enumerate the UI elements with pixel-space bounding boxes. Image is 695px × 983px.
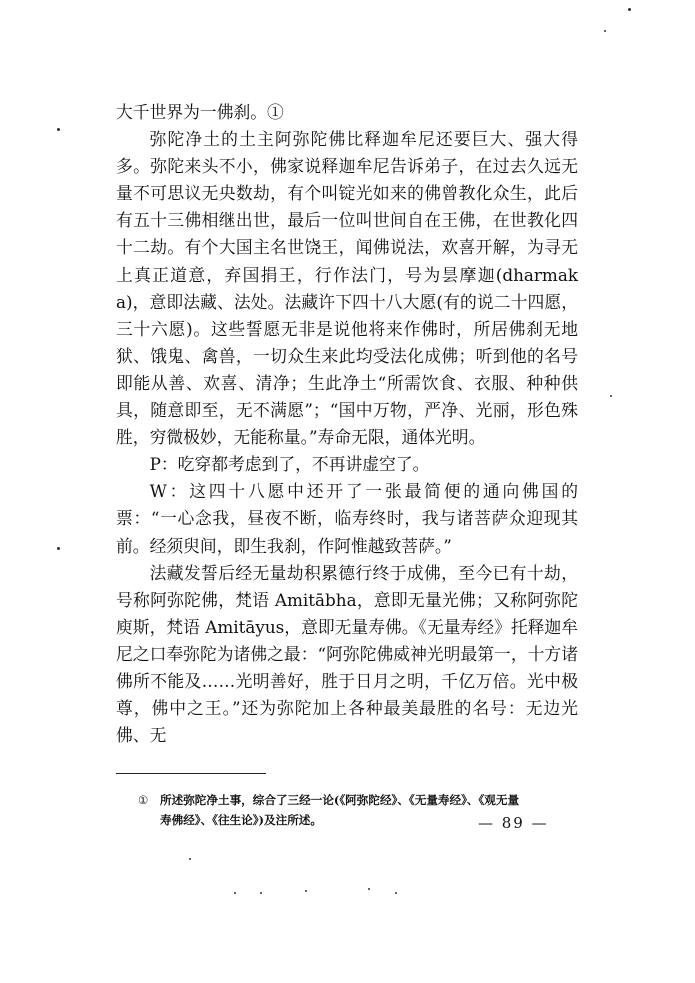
scan-speck bbox=[628, 8, 631, 11]
scan-speck bbox=[189, 858, 191, 860]
page-number: — 89 — bbox=[478, 814, 549, 832]
paragraph-p-remark: P：吃穿都考虑到了，不再讲虚空了。 bbox=[149, 454, 430, 475]
footnote-line-1: 所述弥陀净土事，综合了三经一论(《阿弥陀经》、《无量寿经》、《观无量 bbox=[160, 793, 520, 807]
scan-speck bbox=[57, 547, 60, 550]
scan-speck bbox=[57, 128, 60, 131]
scan-speck bbox=[395, 892, 397, 894]
paragraph-amitabha-origin: 弥陀净土的土主阿弥陀佛比释迦牟尼还要巨大、强大得多。弥陀来头不小，佛家说释迦牟尼告诉弟子，在过去久远无量不可思议无央数劫，有个叫锭光如来的佛曾教化众生，此后有五十三佛相继出世，最后一位叫世间自在王佛，在世教化四十二劫。有个大国主名世饶王，闻佛说法，欢喜开解，为寻无上真正道意，弃国捐王，行作法门，号为昙摩迦(dharmaka)，意即法藏、法处。法藏许下四十八大愿(有的说二十四愿，三十六愿)。这些誓愿无非是说他将来作佛时，所居佛刹无地狱、饿鬼、禽兽，一切众生来此均受法化成佛；听到他的名号即能从善、欢喜、清净；生此净土“所需饮食、衣服、种种供具，随意即至，无不满愿”；“国中万物，严净、光丽，形色殊胜，穷微极妙，无能称量。”寿命无限，通体光明。 bbox=[116, 129, 578, 448]
scan-speck bbox=[234, 892, 236, 894]
paragraph-dharmakara-vow: 法藏发誓后经无量劫积累德行终于成佛，至今已有十劫，号称阿弥陀佛，梵语 Amitābha，意即无量光佛；又称阿弥陀庾斯，梵语 Amitāyus，意即无量寿佛。《无量寿经》托释迦牟尼之口奉弥陀为诸佛之最：“阿弥陀佛威神光明最第一，十方诸佛所不能及……光明善好，胜于日月之明，千亿万倍。光中极尊，佛中之王。”还为弥陀加上各种最美最胜的名号：无边光佛、无 bbox=[116, 562, 578, 746]
scan-speck bbox=[368, 888, 370, 890]
scan-speck bbox=[604, 30, 606, 32]
footnote-line-2: 寿佛经》、《往生论》)及注所述。 bbox=[160, 813, 322, 827]
body-text bbox=[116, 99, 578, 749]
paragraph-w-remark: W：这四十八愿中还开了一张最简便的通向佛国的票：“一心念我，昼夜不断，临寿终时，我与诸菩萨众迎现其前。经须臾间，即生我刹，作阿惟越致菩萨。” bbox=[116, 481, 578, 556]
footnote-divider bbox=[116, 773, 266, 774]
scan-speck bbox=[610, 395, 612, 397]
scan-speck bbox=[305, 890, 307, 892]
scan-speck bbox=[260, 892, 262, 894]
opening-line: 大千世界为一佛刹。① bbox=[116, 102, 284, 122]
footnote-marker: ① bbox=[138, 793, 149, 807]
